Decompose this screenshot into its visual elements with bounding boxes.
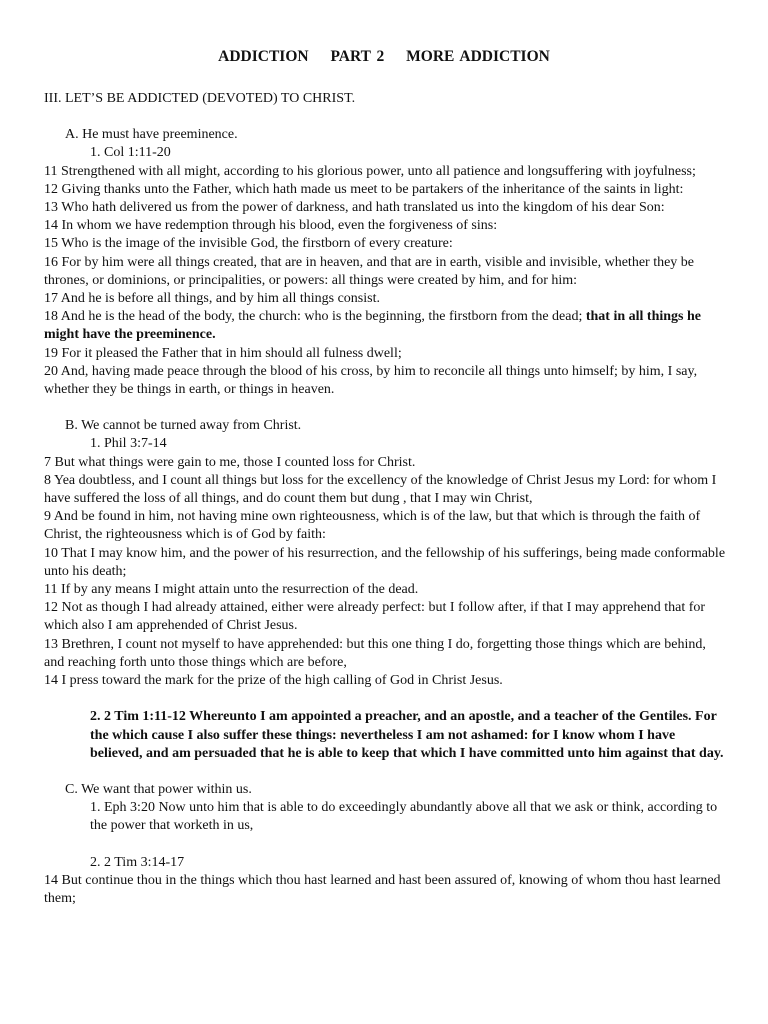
verse-line: 13 Brethren, I count not myself to have apprehended: but this one thing I do, forgetting those things which are behind, and reaching forth unto those things which are before, <box>44 636 706 670</box>
verse-line: 12 Not as though I had already attained, either were already perfect: but I follow after, if that I may apprehend that for which also I am apprehended of Christ Jesus. <box>44 600 706 634</box>
verse-line: 7 But what things were gain to me, those I counted loss for Christ. <box>44 454 416 470</box>
verse-line: 19 For it pleased the Father that in him should all fulness dwell; <box>44 345 402 361</box>
document-body <box>44 90 726 908</box>
point-b-reference: 1. Phil 3:7-14 <box>90 436 167 452</box>
verse-line: 14 I press toward the mark for the prize of the high calling of God in Christ Jesus. <box>44 673 503 689</box>
title-more-addiction: MORE ADDICTION <box>406 48 550 65</box>
verse-line: 8 Yea doubtless, and I count all things but loss for the excellency of the knowledge of Christ Jesus my Lord: for whom I have suffered the loss of all things, and do count them but dung , that I may win Christ, <box>44 472 717 507</box>
verse-line: 9 And be found in him, not having mine own righteousness, which is of the law, but that which is through the faith of Christ, the righteousness which is of God by faith: <box>44 509 701 543</box>
point-b-reference-2: 2. 2 Tim 1:11-12 Whereunto I am appointed a preacher, and an apostle, and a teacher of the Gentiles. For the which cause I also suffer these things: nevertheless I am not ashamed: for I know whom I have believed, and am persuaded that he is able to keep that which I have committed unto him against that day. <box>90 709 724 761</box>
verse-line: 12 Giving thanks unto the Father, which hath made us meet to be partakers of the inheritance of the saints in light: <box>44 181 684 197</box>
verse-line: 13 Who hath delivered us from the power of darkness, and hath translated us into the kingdom of his dear Son: <box>44 200 665 216</box>
title-addiction: ADDICTION <box>218 48 309 65</box>
verse-line: 16 For by him were all things created, that are in heaven, and that are in earth, visible and invisible, whether they be thrones, or dominions, or principalities, or powers: all things were created by him, and for him: <box>44 254 695 288</box>
verse-line: 11 Strengthened with all might, according to his glorious power, unto all patience and longsuffering with joyfulness; <box>44 163 696 179</box>
document-title <box>0 48 768 66</box>
verse-line: 14 But continue thou in the things which thou hast learned and hast been assured of, knowing of whom thou hast learned them; <box>44 872 721 906</box>
verse-line: 11 If by any means I might attain unto the resurrection of the dead. <box>44 582 419 598</box>
verse-18-emphasis: that in all things he might have the preeminence. <box>44 309 701 343</box>
verse-line: 10 That I may know him, and the power of his resurrection, and the fellowship of his sufferings, being made conformable unto his death; <box>44 545 726 579</box>
point-c-heading: C. We want that power within us. <box>65 781 252 797</box>
point-a-heading: A. He must have preeminence. <box>65 127 238 143</box>
section-heading-iii: III. LET’S BE ADDICTED (DEVOTED) TO CHRIST. <box>44 91 356 106</box>
verse-line: 17 And he is before all things, and by him all things consist. <box>44 291 380 307</box>
point-b-heading: B. We cannot be turned away from Christ. <box>65 418 302 434</box>
point-c-reference-1: 1. Eph 3:20 Now unto him that is able to do exceedingly abundantly above all that we ask or think, according to the power that worketh in us, <box>90 800 718 834</box>
verse-18-text: 18 And he is the head of the body, the church: who is the beginning, the firstborn from the dead; <box>44 309 586 325</box>
verse-line: 15 Who is the image of the invisible God, the firstborn of every creature: <box>44 236 453 252</box>
point-c-reference-2: 2. 2 Tim 3:14-17 <box>90 854 185 870</box>
verse-line-18 <box>44 308 726 344</box>
verse-line: 20 And, having made peace through the blood of his cross, by him to reconcile all things unto himself; by him, I say, whether they be things in earth, or things in heaven. <box>44 363 698 398</box>
point-a-reference: 1. Col 1:11-20 <box>90 145 171 161</box>
verse-line: 14 In whom we have redemption through his blood, even the forgiveness of sins: <box>44 218 498 234</box>
title-part: PART 2 <box>330 48 385 65</box>
